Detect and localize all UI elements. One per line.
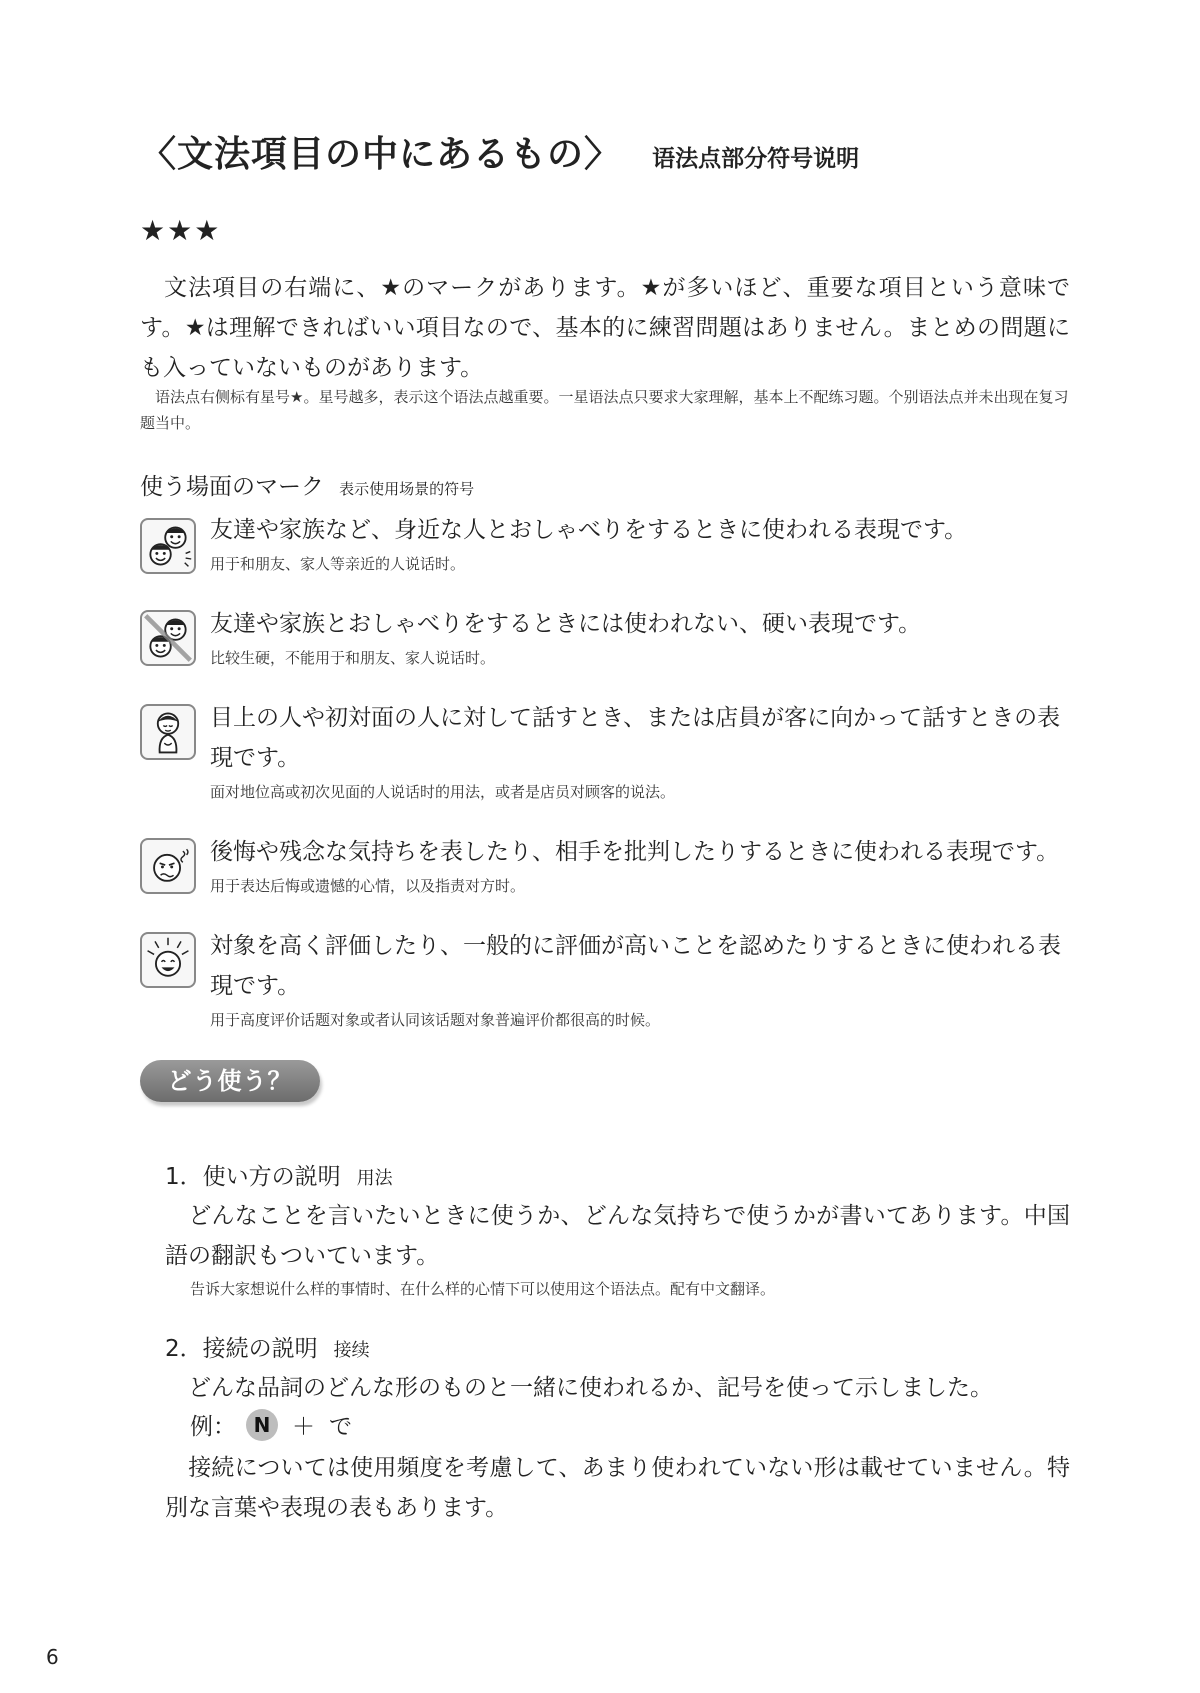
praise-face-icon: [140, 932, 196, 988]
star-explanation-cn: 语法点右侧标有星号★。星号越多，表示这个语法点越重要。一星语法点只要求大家理解，基本上不配练习题。个别语法点并未出现在复习题当中。: [140, 388, 1069, 432]
section-2-body2-jp: 接続については使用頻度を考慮して、あまり使われていない形は載せていません。特別な言葉や表現の表もあります。: [165, 1455, 1070, 1521]
polite-bow-icon: [140, 704, 196, 760]
section-1-title-cn: 用法: [356, 1168, 393, 1189]
regret-face-icon: [140, 838, 196, 894]
friends-chatting-icon: [140, 518, 196, 574]
connection-example: [190, 1408, 352, 1441]
page-number: 6: [46, 1645, 59, 1669]
section-1-heading: [165, 1158, 393, 1191]
usage-mark-1: [210, 510, 1070, 576]
section-1-body-cn: 告诉大家想说什么样的事情时、在什么样的心情下可以使用这个语法点。配有中文翻译。: [190, 1280, 776, 1298]
usage-mark-4: [210, 832, 1070, 898]
usage-mark-3-jp: 目上の人や初対面の人に対して話すとき、または店員が客に向かって話すときの表現です。: [210, 705, 1061, 771]
usage-mark-5-jp: 対象を高く評価したり、一般的に評価が高いことを認めたりするときに使われる表現です。: [210, 933, 1061, 999]
usage-heading-jp: 使う場面のマーク: [140, 474, 324, 500]
section-2-title-cn: 接续: [333, 1340, 370, 1361]
usage-mark-3-cn: 面对地位高或初次见面的人说话时的用法，或者是店员对顾客的说法。: [210, 783, 676, 801]
title-chinese: 语法点部分符号说明: [652, 146, 860, 172]
example-particle: で: [329, 1414, 352, 1440]
example-label: 例：: [190, 1414, 236, 1440]
section-2-number: 2．: [165, 1336, 203, 1362]
usage-mark-1-jp: 友達や家族など、身近な人とおしゃべりをするときに使われる表現です。: [210, 517, 968, 543]
usage-mark-5-cn: 用于高度评价话题对象或者认同该话题对象普遍评价都很高的时候。: [210, 1011, 661, 1029]
usage-mark-4-cn: 用于表达后悔或遗憾的心情，以及指责对方时。: [210, 877, 526, 895]
usage-mark-2-jp: 友達や家族とおしゃべりをするときには使われない、硬い表現です。: [210, 611, 922, 637]
section-2-body-jp: どんな品詞のどんな形のものと一緒に使われるか、記号を使って示しました。: [165, 1375, 993, 1401]
usage-heading-cn: 表示使用场景的符号: [339, 480, 475, 498]
section-2-title-jp: 接続の説明: [202, 1336, 318, 1362]
friends-chatting-crossed-icon: [140, 610, 196, 666]
title-japanese: 〈文法項目の中にあるもの〉: [140, 134, 622, 175]
usage-mark-1-cn: 用于和朋友、家人等亲近的人说话时。: [210, 555, 466, 573]
star-rating-mark: ★★★: [140, 214, 222, 247]
page-title: [140, 126, 859, 177]
noun-symbol: N: [246, 1409, 278, 1441]
usage-marks-heading: [140, 468, 474, 501]
usage-mark-2: [210, 604, 1070, 670]
example-plus: ＋: [292, 1414, 315, 1440]
usage-mark-2-cn: 比较生硬，不能用于和朋友、家人说话时。: [210, 649, 496, 667]
section-1-title-jp: 使い方の説明: [202, 1164, 341, 1190]
star-explanation-jp: 文法項目の右端に、★のマークがあります。★が多いほど、重要な項目という意味です。★は理解できればいい項目なので、基本的に練習問題はありません。まとめの問題にも入っていないものがあります。: [140, 275, 1070, 381]
usage-mark-4-jp: 後悔や残念な気持ちを表したり、相手を批判したりするときに使われる表現です。: [210, 839, 1060, 865]
how-to-use-label: どう使う？: [140, 1060, 320, 1102]
section-1-number: 1．: [165, 1164, 203, 1190]
section-2-heading: [165, 1330, 370, 1363]
usage-mark-3: [210, 698, 1070, 804]
section-1-body-jp: どんなことを言いたいときに使うか、どんな気持ちで使うかが書いてあります。中国語の翻訳もついています。: [165, 1203, 1070, 1269]
usage-mark-5: [210, 926, 1070, 1032]
